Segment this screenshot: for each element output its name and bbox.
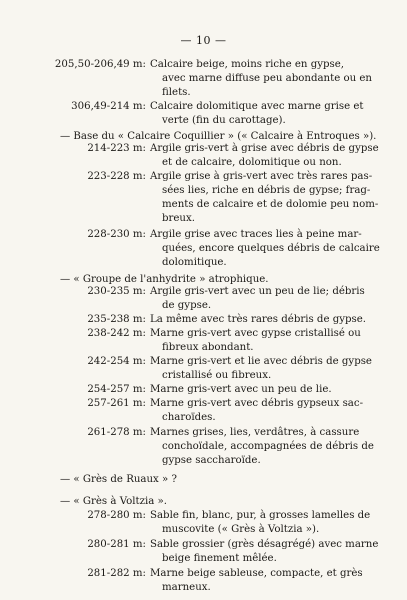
entry-description-continuation: marneux. <box>162 582 211 593</box>
entry-description-continuation: sées lies, riche en débris de gypse; frag- <box>162 185 371 196</box>
entry-description-continuation: gypse saccharoïde. <box>162 455 261 466</box>
entry-description: Argile grise à gris-vert avec très rares pas- <box>150 171 373 182</box>
depth-label: 281-282 m: <box>87 568 146 579</box>
entry-description-continuation: cristallisé ou fibreux. <box>162 370 272 381</box>
entry-description: Marnes grises, lies, verdâtres, à cassure <box>150 427 360 438</box>
entry-description: Marne gris-vert et lie avec débris de gypse <box>150 356 372 367</box>
section-heading: — « Grès de Ruaux » ? <box>60 474 177 485</box>
depth-label: 257-261 m: <box>87 398 146 409</box>
entry-description: La même avec très rares débris de gypse. <box>150 314 367 325</box>
entry-description: Argile gris-vert à grise avec débris de gypse <box>150 143 379 154</box>
depth-label: 280-281 m: <box>87 539 146 550</box>
depth-label: 214-223 m: <box>87 143 146 154</box>
depth-label: 235-238 m: <box>87 314 146 325</box>
entry-description: Sable grossier (grès désagrégé) avec marne <box>150 539 379 550</box>
entry-description: Calcaire dolomitique avec marne grise et <box>150 101 364 112</box>
entry-description-continuation: verte (fin du carottage). <box>162 115 286 126</box>
entry-description-continuation: quées, encore quelques débris de calcaire <box>162 243 380 254</box>
entry-description-continuation: avec marne diffuse peu abondante ou en <box>162 73 372 84</box>
entry-description-continuation: breux. <box>162 213 195 224</box>
section-heading: — Base du « Calcaire Coquillier » (« Calcaire à Entroques »). <box>60 131 377 142</box>
depth-label: 238-242 m: <box>87 328 146 339</box>
depth-label: 254-257 m: <box>87 384 146 395</box>
page-number: — 10 — <box>180 34 227 47</box>
entry-description: Argile grise avec traces lies à peine mar- <box>150 229 362 240</box>
depth-label: 306,49-214 m: <box>71 101 146 112</box>
entry-description: Sable fin, blanc, pur, à grosses lamelles de <box>150 510 371 521</box>
entry-description: Marne gris-vert avec gypse cristallisé ou <box>150 328 361 339</box>
entry-description: Marne gris-vert avec un peu de lie. <box>150 384 332 395</box>
entry-description-continuation: dolomitique. <box>162 257 227 268</box>
depth-label: 261-278 m: <box>87 427 146 438</box>
entry-description-continuation: beige finement mêlée. <box>162 553 277 564</box>
depth-label: 205,50-206,49 m: <box>54 59 146 70</box>
depth-label: 223-228 m: <box>87 171 146 182</box>
depth-label: 228-230 m: <box>87 229 146 240</box>
section-heading: — « Groupe de l'anhydrite » atrophique. <box>60 274 269 285</box>
entry-description-continuation: et de calcaire, dolomitique ou non. <box>162 157 342 168</box>
section-heading: — « Grès à Voltzia ». <box>60 496 168 507</box>
entry-description: Marne gris-vert avec débris gypseux sac- <box>150 398 364 409</box>
entry-description-continuation: muscovite (« Grès à Voltzia »). <box>162 524 320 535</box>
entry-description-continuation: ments de calcaire et de dolomie peu nom- <box>162 199 379 210</box>
entry-description-continuation: fibreux abondant. <box>162 342 254 353</box>
depth-label: 278-280 m: <box>87 510 146 521</box>
entry-description: Argile gris-vert avec un peu de lie; débris <box>150 286 365 297</box>
entry-description-continuation: charoïdes. <box>162 412 216 423</box>
entry-description: Marne beige sableuse, compacte, et grès <box>150 568 363 579</box>
entry-description-continuation: de gypse. <box>162 300 212 311</box>
depth-label: 230-235 m: <box>87 286 146 297</box>
depth-label: 242-254 m: <box>87 356 146 367</box>
entry-description-continuation: conchoïdale, accompagnées de débris de <box>162 441 374 452</box>
entry-description: Calcaire beige, moins riche en gypse, <box>150 59 345 70</box>
entry-description-continuation: filets. <box>162 87 191 98</box>
